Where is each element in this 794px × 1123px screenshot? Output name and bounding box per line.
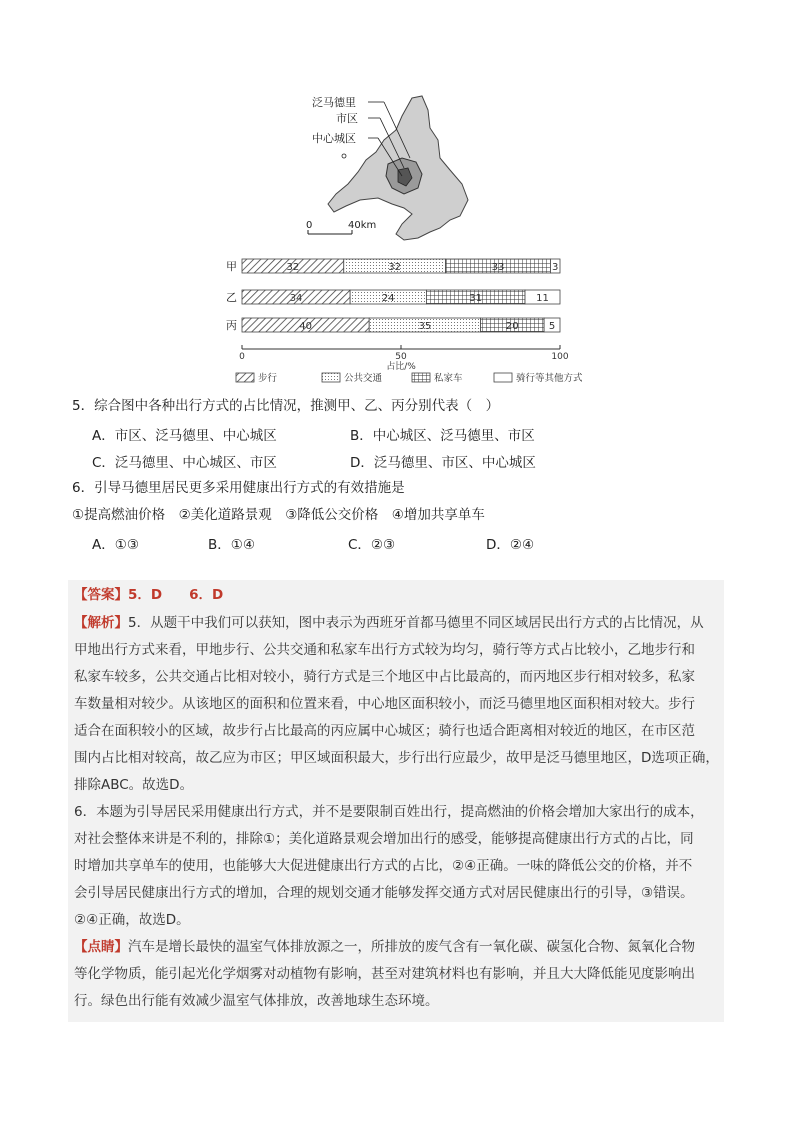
q6-option-c: C．②③ <box>348 537 396 553</box>
category-label: 甲 <box>226 260 237 273</box>
map-label-city-center: 中心城区 <box>312 132 356 145</box>
scale-zero: 0 <box>306 220 313 231</box>
travel-mode-chart <box>222 255 582 390</box>
analysis-line: 围内占比相对较高，故乙应为市区；甲区域面积最大，步行出行应最少，故甲是泛马德里地区，D选项正确， <box>74 750 719 766</box>
q5-option-d: D．泛马德里、市区、中心城区 <box>350 455 536 471</box>
analysis-text: 5．从题干中我们可以获知，图中表示为西班牙首都马德里不同区域居民出行方式的占比情况，从 <box>128 615 704 631</box>
note-text: 汽车是增长最快的温室气体排放源之一，所排放的废气含有一氧化碳、碳氢化合物、氮氧化合物 <box>128 939 695 955</box>
madrid-map-figure <box>300 88 480 248</box>
question-6-items: ①提高燃油价格 ②美化道路景观 ③降低公交价格 ④增加共享单车 <box>72 507 485 523</box>
bar-value-label: 40 <box>299 321 312 332</box>
legend-swatch <box>236 373 254 382</box>
answer-tag: 【答案】 <box>74 587 128 603</box>
madrid-region-outline <box>300 88 480 248</box>
bar-value-label: 35 <box>418 321 432 332</box>
q6-option-a: A．①③ <box>92 537 139 553</box>
category-label: 丙 <box>226 319 237 332</box>
q5-option-c: C．泛马德里、中心城区、市区 <box>92 455 277 471</box>
q6-analysis-line: 会引导居民健康出行方式的增加，合理的规划交通才能够发挥交通方式对居民健康出行的引导，③错误。 <box>74 885 694 901</box>
bar-value-label: 5 <box>548 321 556 332</box>
x-tick-label: 100 <box>551 352 569 362</box>
q5-option-a: A．市区、泛马德里、中心城区 <box>92 428 277 444</box>
analysis-line: 车数量相对较少。从该地区的面积和位置来看，中心地区面积较小，而泛马德里地区面积相对较大。步行 <box>74 696 695 712</box>
analysis-line: 甲地出行方式来看，甲地步行、公共交通和私家车出行方式较为均匀，骑行等方式占比较小，乙地步行和 <box>74 642 695 658</box>
analysis-line: 排除ABC。故选D。 <box>74 777 194 793</box>
bar-value-label: 11 <box>536 293 549 304</box>
bar-value-label: 33 <box>491 262 505 273</box>
x-tick-label: 50 <box>395 352 407 362</box>
bar-value-label: 20 <box>505 321 519 332</box>
answer-line <box>74 585 223 605</box>
x-axis-label: 占比/% <box>386 362 416 372</box>
note-line-1 <box>74 937 695 957</box>
bar-value-label: 24 <box>381 293 395 304</box>
analysis-line: 私家车较多，公共交通占比相对较小，骑行方式是三个地区中占比最高的，而丙地区步行相对较多，私家 <box>74 669 695 685</box>
bar-value-label: 34 <box>289 293 303 304</box>
legend-swatch <box>412 373 430 382</box>
travel-mode-chart-svg <box>222 255 582 390</box>
analysis-line: 适合在面积较小的区域，故步行占比最高的丙应属中心城区；骑行也适合距离相对较近的地区，在市区范 <box>74 723 695 739</box>
note-line: 行。绿色出行能有效减少温室气体排放，改善地球生态环境。 <box>74 993 439 1009</box>
analysis-tag: 【解析】 <box>74 615 128 631</box>
answer-text: 5．D 6．D <box>128 587 224 603</box>
scale-distance: 40km <box>348 220 377 231</box>
category-label: 乙 <box>226 291 237 304</box>
bar-value-label: 3 <box>552 262 559 273</box>
q5-option-b: B．中心城区、泛马德里、市区 <box>350 428 535 444</box>
map-label-urban: 市区 <box>336 112 358 125</box>
q6-option-b: B．①④ <box>208 537 255 553</box>
note-tag: 【点睛】 <box>74 939 128 955</box>
q6-option-d: D．②④ <box>486 537 535 553</box>
legend-swatch <box>494 373 512 382</box>
legend-label: 骑行等其他方式 <box>516 373 582 384</box>
map-label-greater-madrid: 泛马德里 <box>312 96 356 109</box>
q6-analysis-line: 6．本题为引导居民采用健康出行方式，并不是要限制百姓出行，提高燃油的价格会增加大家出行的成本， <box>74 804 704 820</box>
question-5-stem: 5．综合图中各种出行方式的占比情况，推测甲、乙、丙分别代表（ ） <box>72 398 500 414</box>
bar-value-label: 32 <box>286 262 300 273</box>
q6-analysis-line: 时增加共享单车的使用，也能够大大促进健康出行方式的占比，②④正确。一味的降低公交的价格，并不 <box>74 858 693 874</box>
legend-label: 步行 <box>258 373 278 384</box>
q6-analysis-line: ②④正确，故选D。 <box>74 912 190 928</box>
bar-value-label: 31 <box>469 293 483 304</box>
bar-value-label: 32 <box>388 262 402 273</box>
legend-label: 公共交通 <box>344 373 383 384</box>
x-tick-label: 0 <box>239 352 245 362</box>
note-line: 等化学物质，能引起光化学烟雾对动植物有影响，甚至对建筑材料也有影响，并且大大降低能见度影响出 <box>74 966 695 982</box>
legend-label: 私家车 <box>434 373 463 384</box>
legend-swatch <box>322 373 340 382</box>
question-6-stem: 6．引导马德里居民更多采用健康出行方式的有效措施是 <box>72 480 405 496</box>
analysis-line-1 <box>74 613 704 633</box>
q6-analysis-line: 对社会整体来讲是不利的，排除①；美化道路景观会增加出行的感受，能够提高健康出行方式的占比，同 <box>74 831 694 847</box>
